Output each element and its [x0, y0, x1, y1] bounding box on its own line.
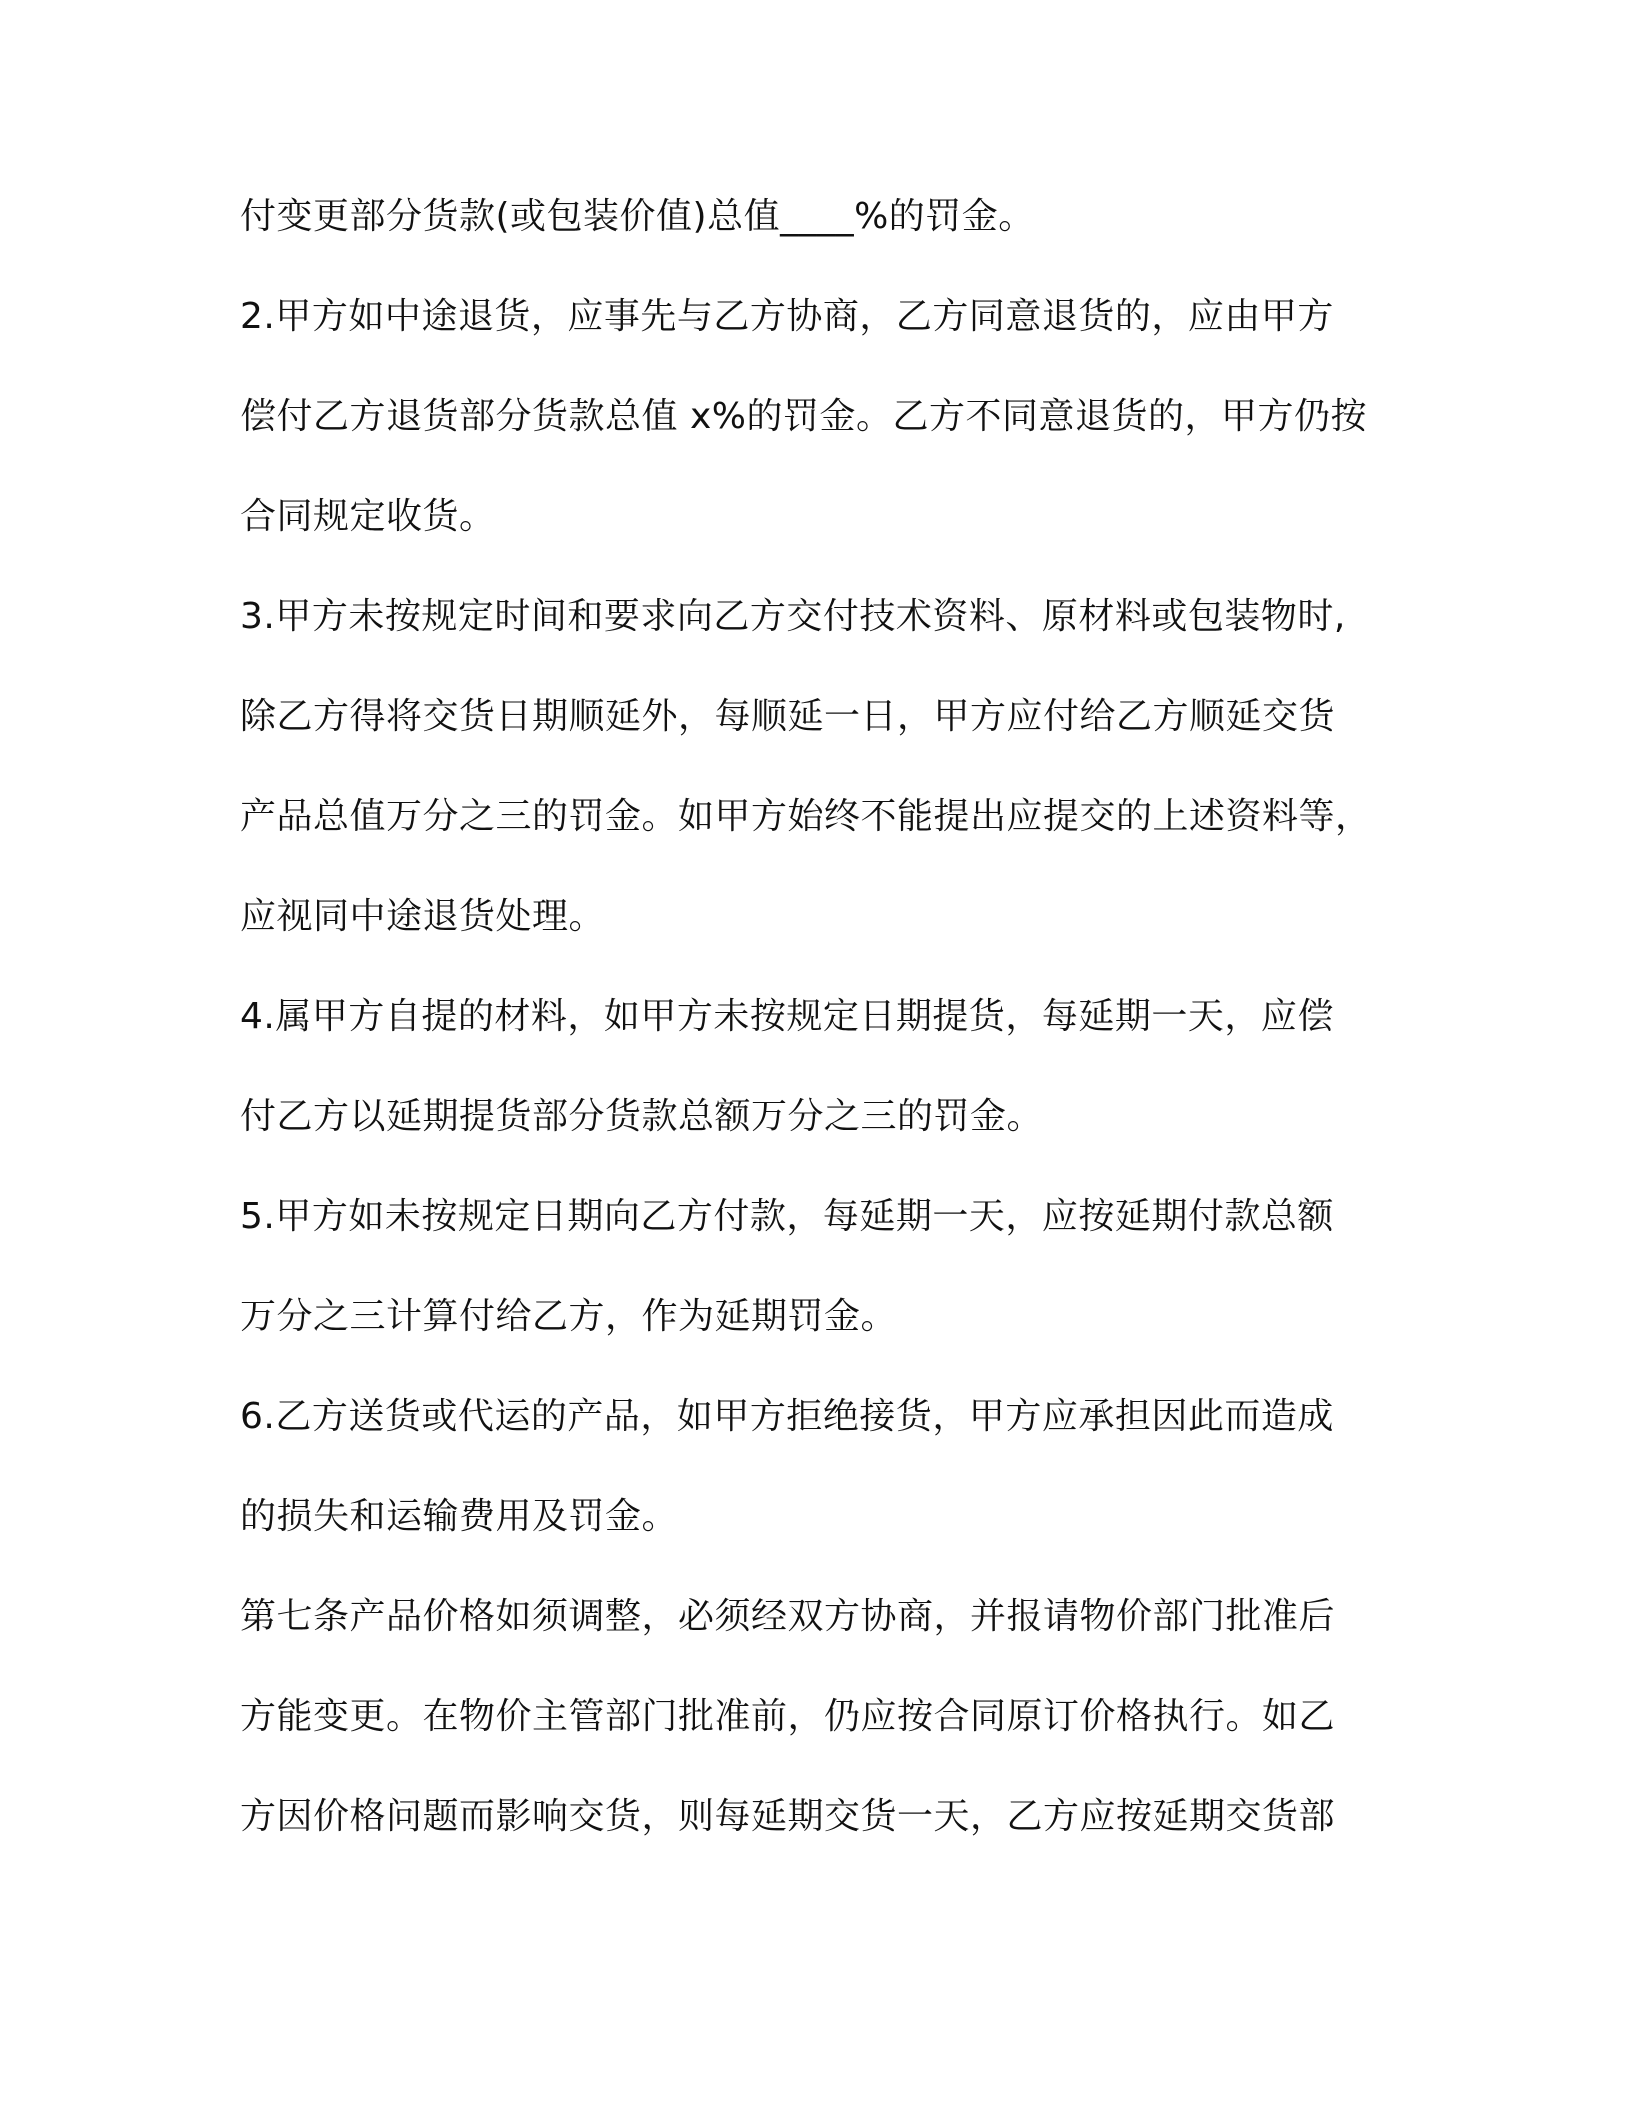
text-line-4: 合同规定收货。 [240, 496, 496, 537]
text-line-11: 5.甲方如未按规定日期向乙方付款，每延期一天，应按延期付款总额 [240, 1196, 1334, 1237]
text-line-17: 方因价格问题而影响交货，则每延期交货一天，乙方应按延期交货部 [240, 1796, 1336, 1837]
text-line-14: 的损失和运输费用及罚金。 [240, 1496, 679, 1537]
text-line-15: 第七条产品价格如须调整，必须经双方协商，并报请物价部门批准后 [240, 1596, 1336, 1637]
text-line-2: 2.甲方如中途退货，应事先与乙方协商，乙方同意退货的，应由甲方 [240, 296, 1334, 337]
text-line-10: 付乙方以延期提货部分货款总额万分之三的罚金。 [240, 1096, 1044, 1137]
text-line-7: 产品总值万分之三的罚金。如甲方始终不能提出应提交的上述资料等， [240, 796, 1372, 837]
text-line-16: 方能变更。在物价主管部门批准前，仍应按合同原订价格执行。如乙 [240, 1696, 1336, 1737]
text-line-5: 3.甲方未按规定时间和要求向乙方交付技术资料、原材料或包装物时, [240, 596, 1346, 637]
text-line-6: 除乙方得将交货日期顺延外，每顺延一日，甲方应付给乙方顺延交货 [240, 696, 1336, 737]
text-line-12: 万分之三计算付给乙方，作为延期罚金。 [240, 1296, 898, 1337]
text-line-3: 偿付乙方退货部分货款总值 x%的罚金。乙方不同意退货的，甲方仍按 [240, 396, 1367, 437]
text-line-9: 4.属甲方自提的材料，如甲方未按规定日期提货，每延期一天，应偿 [240, 996, 1334, 1037]
text-line-1: 付变更部分货款(或包装价值)总值____%的罚金。 [240, 196, 1035, 237]
text-line-8: 应视同中途退货处理。 [240, 896, 606, 937]
text-line-13: 6.乙方送货或代运的产品，如甲方拒绝接货，甲方应承担因此而造成 [240, 1396, 1334, 1437]
